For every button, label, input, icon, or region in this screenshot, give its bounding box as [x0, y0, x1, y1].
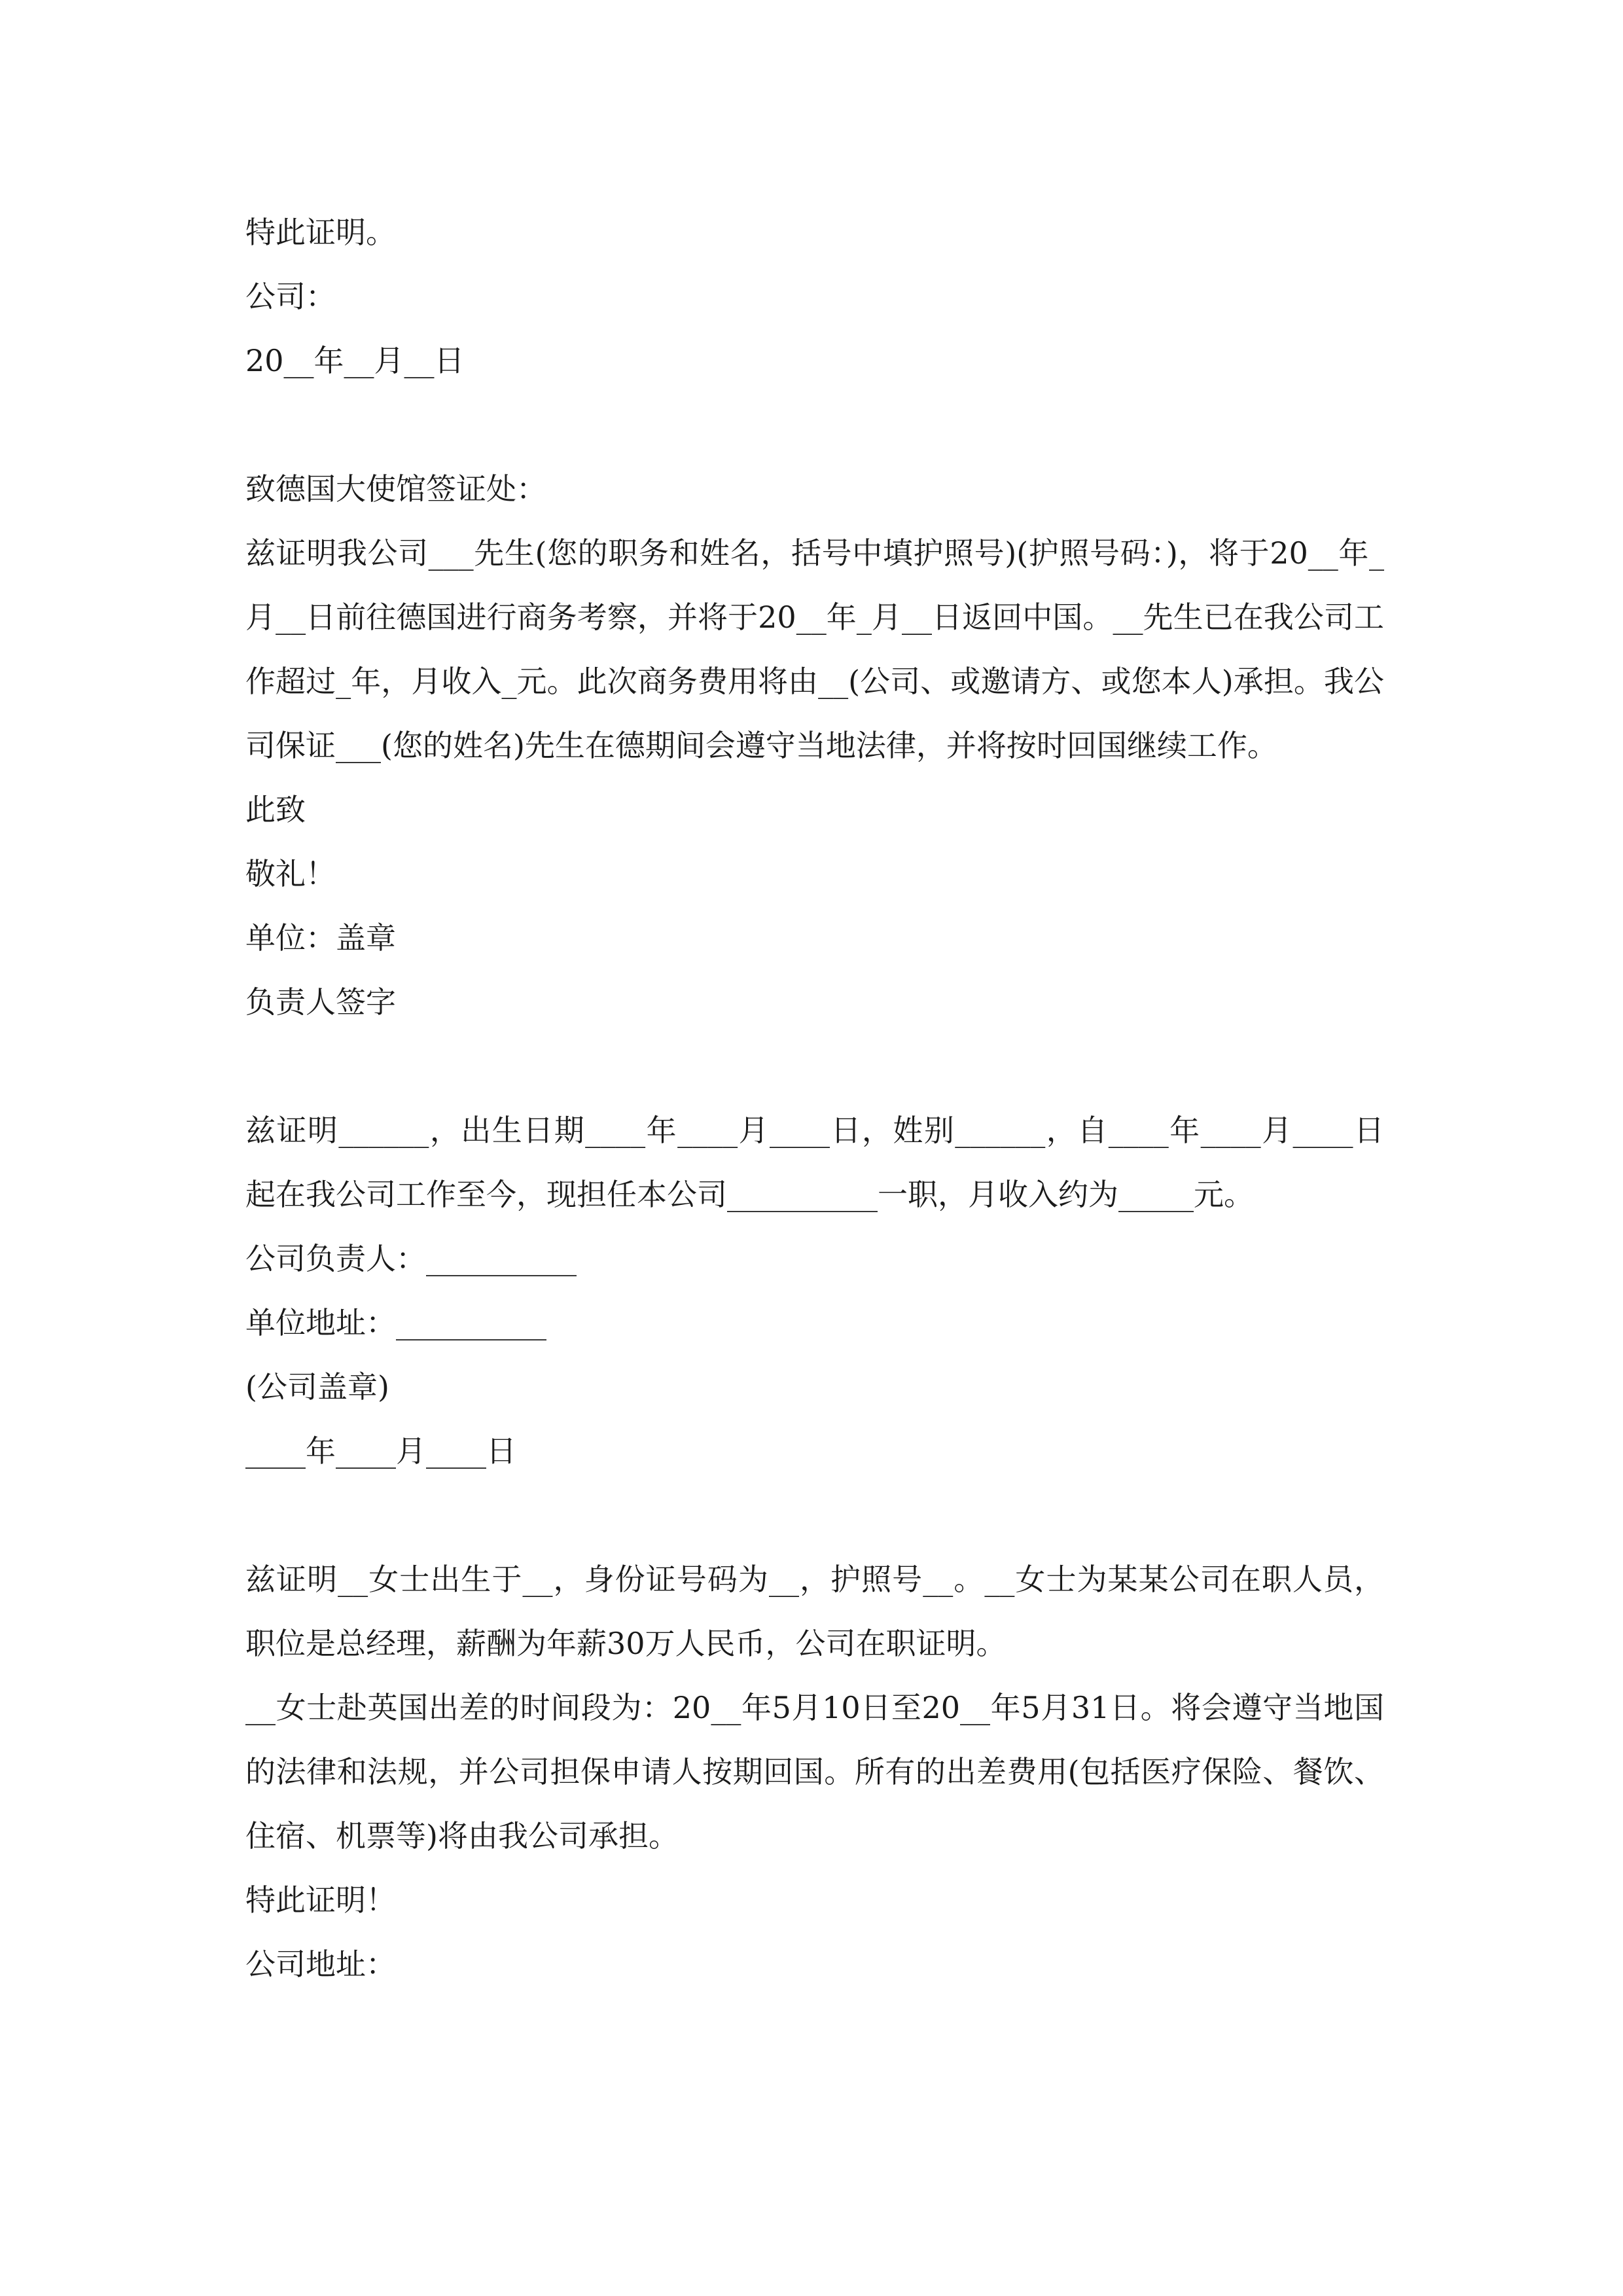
company-address-label: 公司地址：	[245, 1946, 396, 1982]
signature-line: 负责人签字	[245, 984, 396, 1020]
company-manager-line: 公司负责人：__________	[245, 1241, 577, 1276]
travel-guarantee-body: __女士赴英国出差的时间段为：20__年5月10日至20__年5月31日。将会遵守当地国的法律和法规，并公司担保申请人按期回国。所有的出差费用(包括医疗保险、餐饮、住宿、机票等)将由我公司承担。	[245, 1690, 1384, 1854]
document-content	[245, 200, 1384, 1996]
employment-certificate-body: 兹证明______，出生日期____年____月____日，姓别______，自____年____月____日起在我公司工作至今，现担任本公司__________一职，月收入约为_____元。	[245, 1113, 1385, 1212]
company-label: 公司：	[245, 279, 336, 314]
closing-regards: 敬礼！	[245, 856, 336, 891]
closing-statement: 特此证明。	[245, 215, 396, 250]
section-divider	[245, 1034, 1384, 1098]
closing-statement: 特此证明！	[245, 1882, 396, 1918]
travel-certificate-body: 兹证明__女士出生于__，身份证号码为__，护照号__。__女士为某某公司在职人员，职位是总经理，薪酬为年薪30万人民币，公司在职证明。	[245, 1562, 1384, 1661]
section-divider	[245, 1483, 1384, 1547]
date-line: ____年____月____日	[245, 1433, 516, 1469]
certificate-body: 兹证明我公司___先生(您的职务和姓名，括号中填护照号)(护照号码：)，将于20__年_月__日前往德国进行商务考察，并将于20__年_月__日返回中国。__先生已在我公司工作超过_年，月收入_元。此次商务费用将由__(公司、或邀请方、或您本人)承担。我公司保证___(您的姓名)先生在德期间会遵守当地法律，并将按时回国继续工作。	[245, 535, 1384, 763]
unit-address-line: 单位地址：__________	[245, 1305, 546, 1340]
date-line: 20__年__月__日	[245, 343, 465, 378]
unit-seal-line: 单位：盖章	[245, 920, 396, 956]
company-seal-line: (公司盖章)	[245, 1369, 389, 1405]
embassy-salutation: 致德国大使馆签证处：	[245, 471, 546, 507]
section-divider	[245, 393, 1384, 457]
closing-phrase: 此致	[245, 792, 306, 827]
